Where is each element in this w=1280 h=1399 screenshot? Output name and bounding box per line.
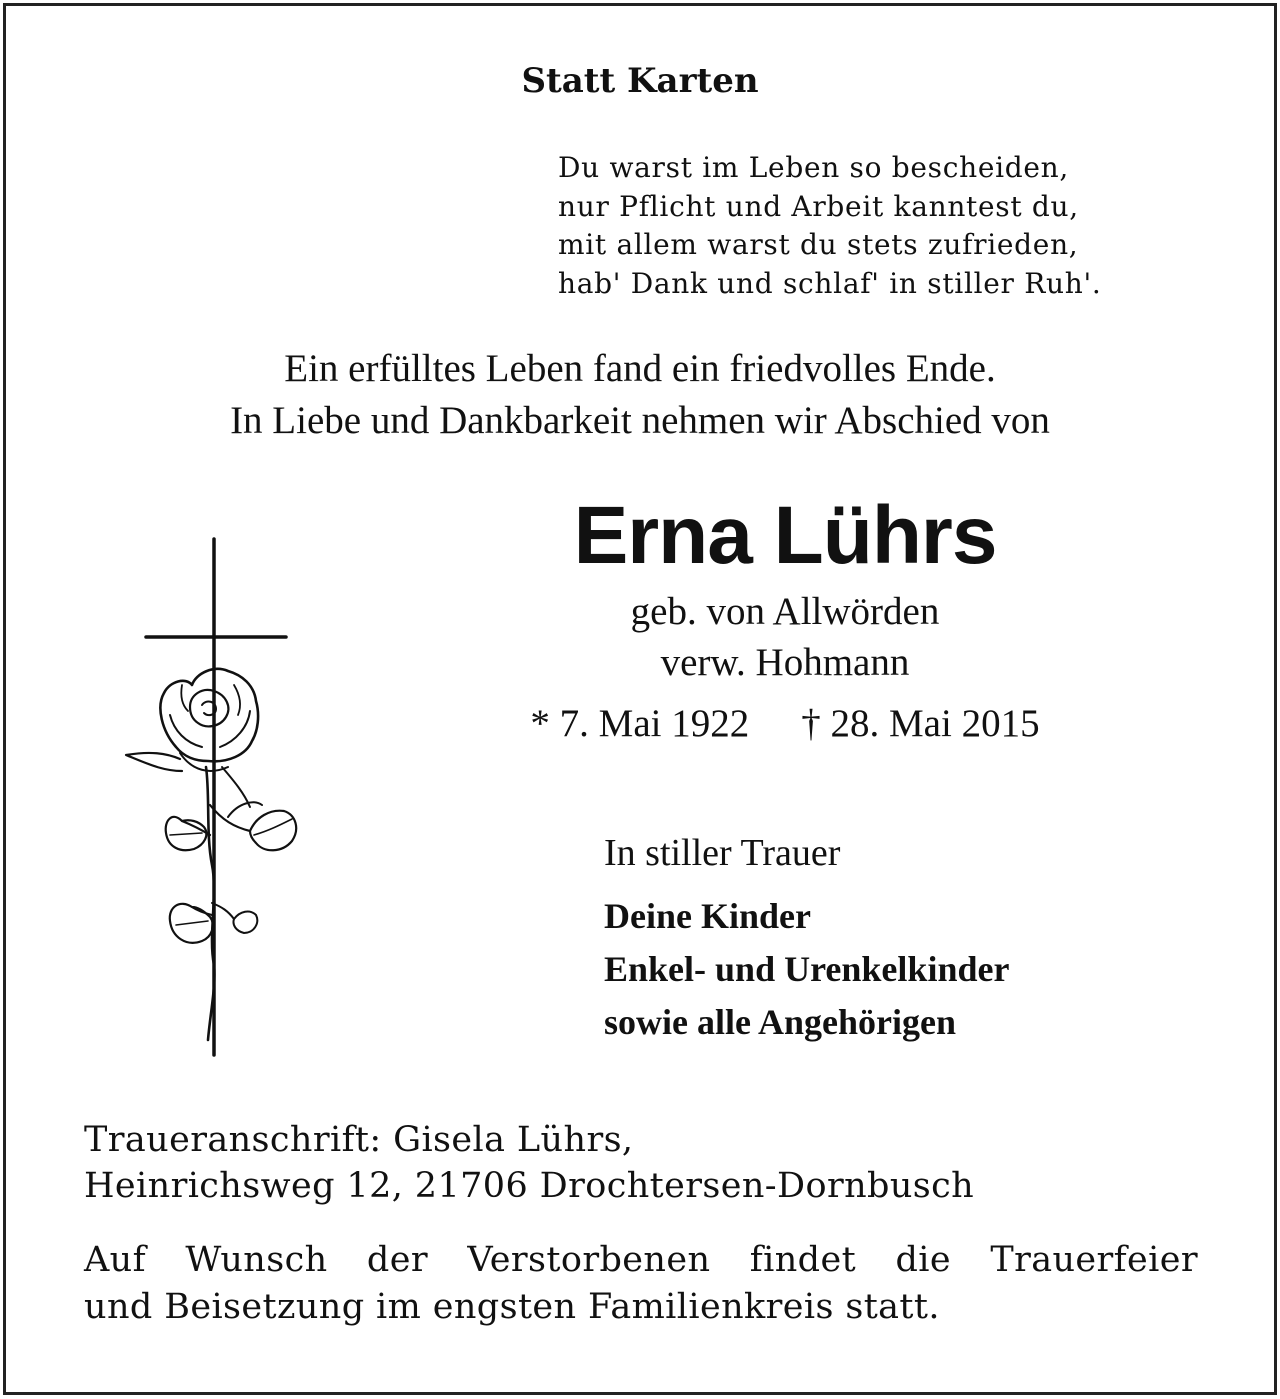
poem-line: hab' Dank und schlaf' in stiller Ruh'. <box>558 266 1102 300</box>
life-dates <box>485 698 1085 750</box>
poem-line: Du warst im Leben so bescheiden, <box>558 151 1070 184</box>
birth-name: geb. von Allwörden <box>630 590 940 633</box>
intro-line: In Liebe und Dankbarkeit nehmen wir Abschied von <box>230 399 1050 442</box>
mourning-address <box>84 1117 974 1209</box>
note-line: und Beisetzung im engsten Familienkreis statt. <box>84 1287 940 1327</box>
note-line: Auf Wunsch der Verstorbenen findet die Trauerfeier <box>84 1240 1198 1280</box>
deceased-name: Erna Lührs <box>573 490 997 581</box>
mourner-line: sowie alle Angehörigen <box>604 1002 956 1042</box>
poem-line: mit allem warst du stets zufrieden, <box>558 228 1079 261</box>
poem <box>558 149 1101 303</box>
mourner-line: Enkel- und Urenkelkinder <box>604 949 1010 989</box>
mourner-line: Deine Kinder <box>604 896 811 936</box>
mourners-list <box>604 890 1009 1049</box>
death-date: † 28. Mai 2015 <box>801 702 1040 745</box>
name-details <box>485 586 1085 688</box>
intro-text <box>0 343 1280 447</box>
mourning-line: In stiller Trauer <box>604 832 841 874</box>
address-line: Traueranschrift: Gisela Lührs, <box>84 1120 634 1160</box>
funeral-note <box>84 1237 1198 1331</box>
poem-line: nur Pflicht und Arbeit kanntest du, <box>558 189 1079 223</box>
address-line: Heinrichsweg 12, 21706 Drochtersen-Dornbusch <box>84 1166 975 1206</box>
birth-date: * 7. Mai 1922 <box>530 702 750 745</box>
cross-with-rose-icon <box>110 535 310 1060</box>
widowed-name: verw. Hohmann <box>660 641 910 684</box>
notice-heading: Statt Karten <box>521 61 759 101</box>
intro-line: Ein erfülltes Leben fand ein friedvolles Ende. <box>284 347 996 390</box>
